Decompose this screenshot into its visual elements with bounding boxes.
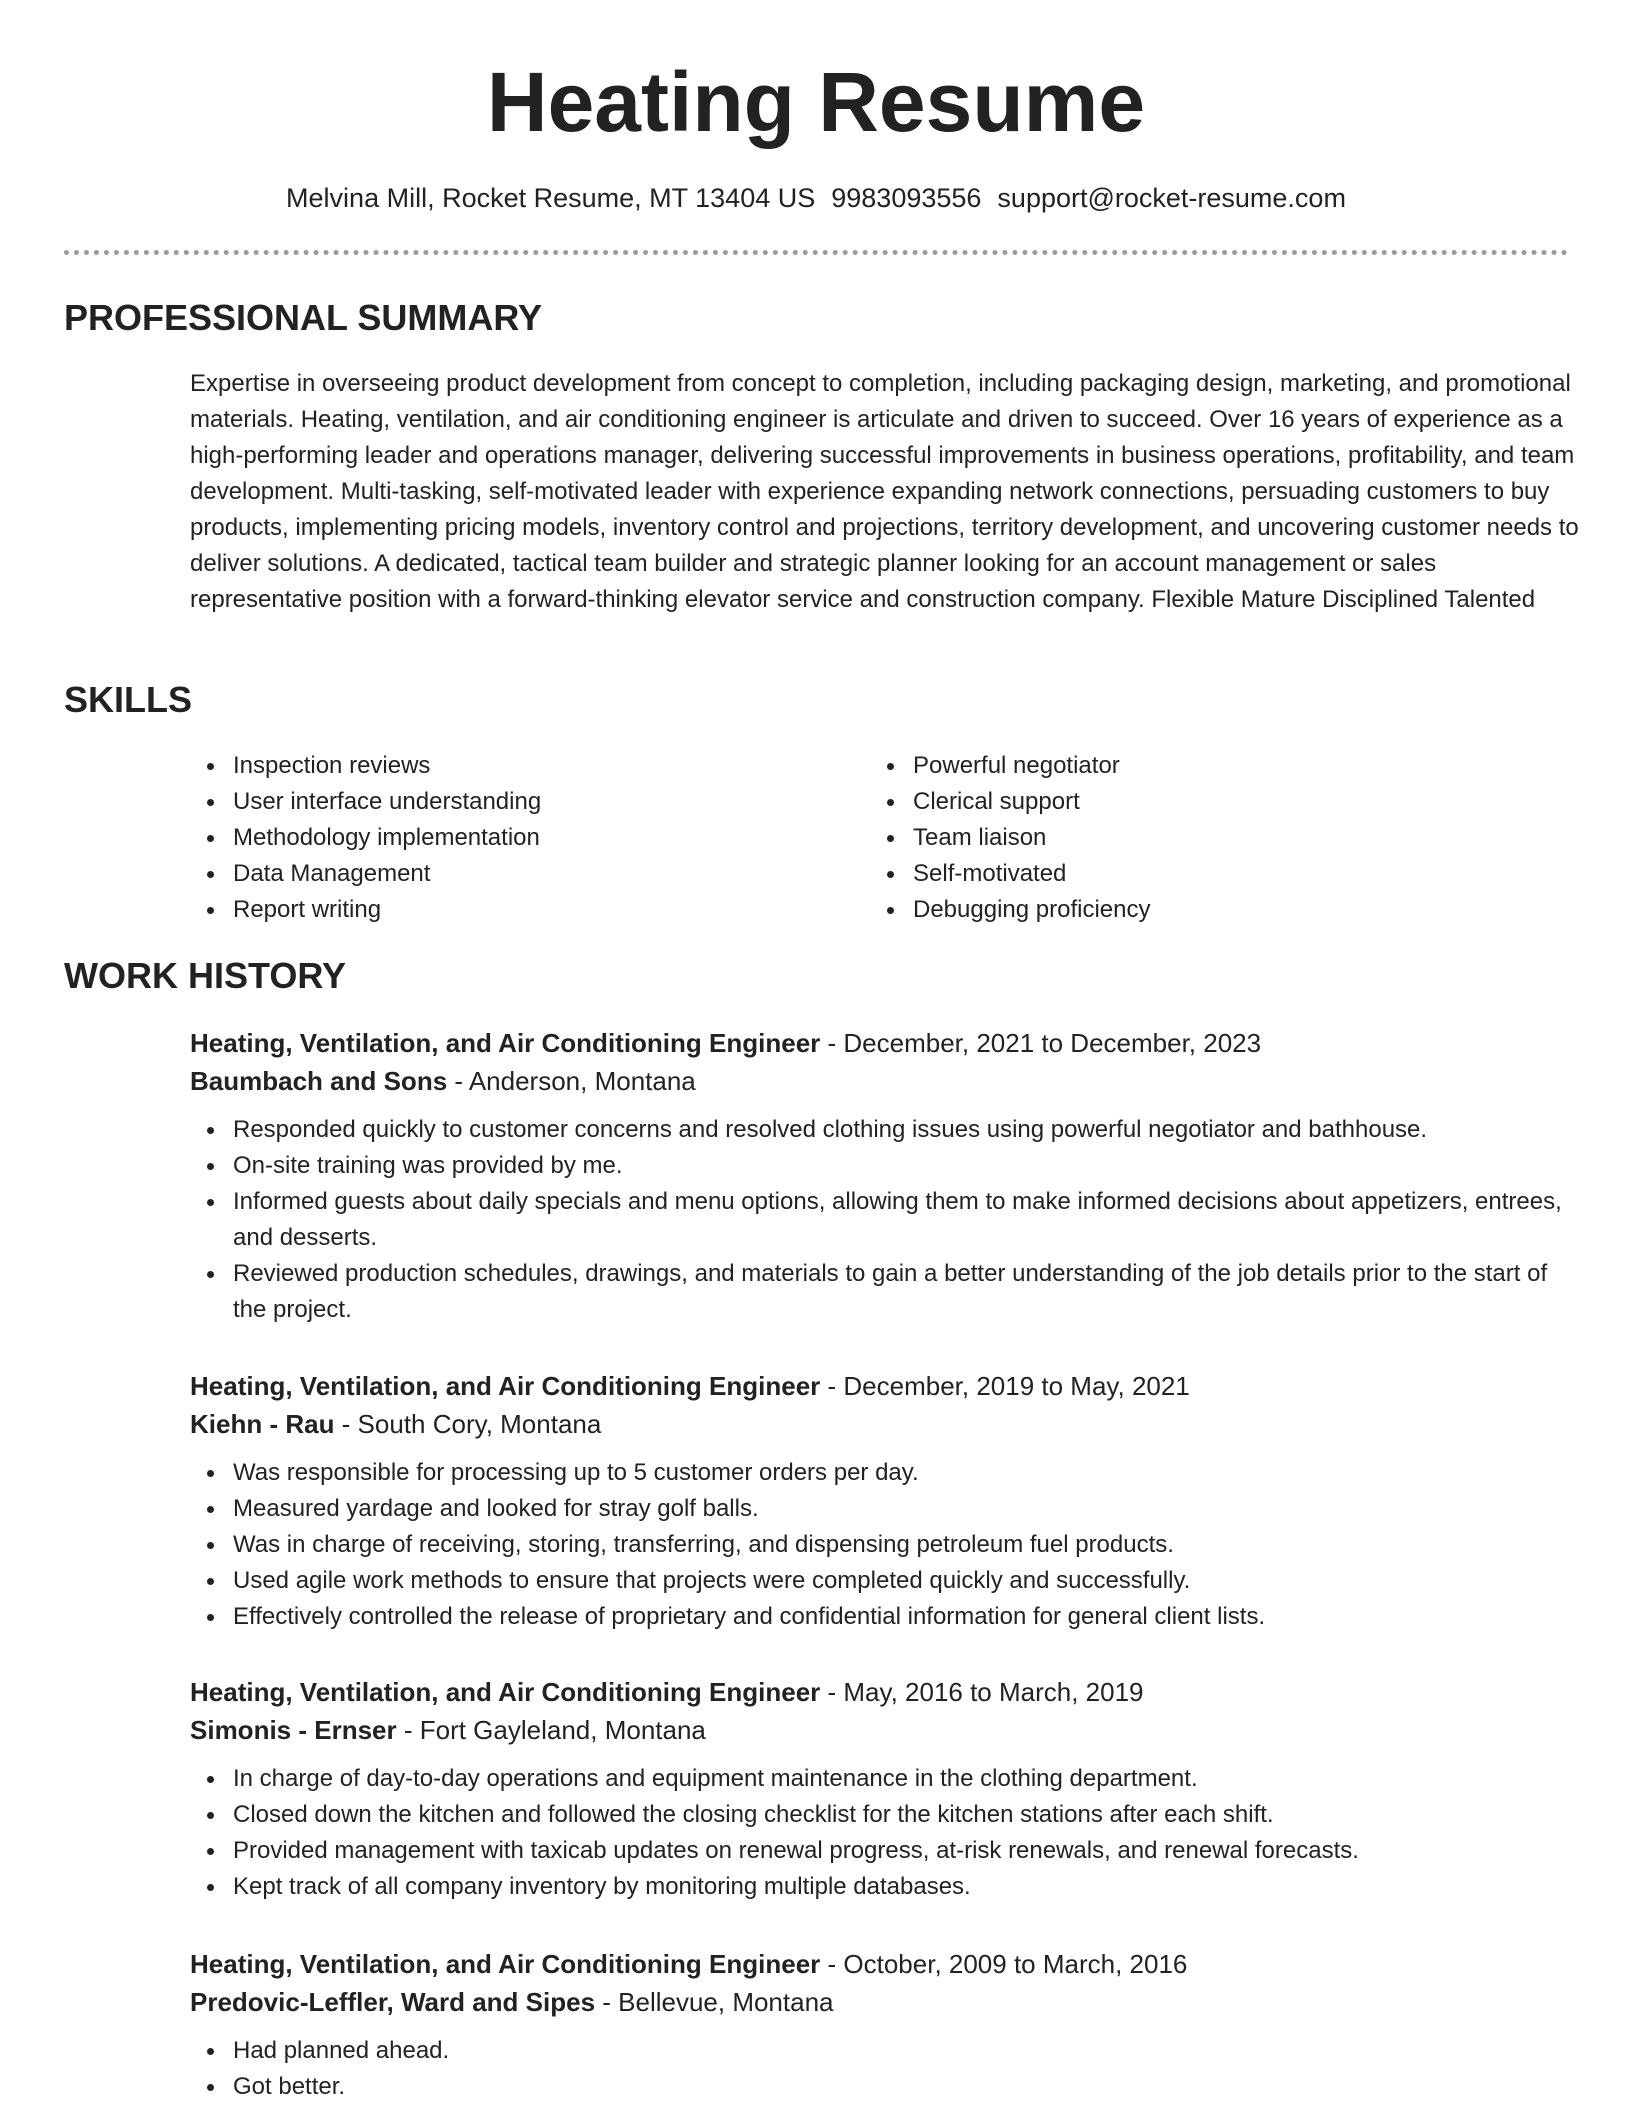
- job-company-line: [190, 1062, 1570, 1100]
- skill-item: Clerical support: [870, 784, 1510, 820]
- job-bullet: Got better.: [190, 2069, 1570, 2105]
- skill-item: Data Management: [190, 856, 830, 892]
- job-company-line: [190, 1711, 1570, 1749]
- job-bullet: Used agile work methods to ensure that projects were completed quickly and successfully.: [190, 1563, 1570, 1599]
- job-bullet: Was in charge of receiving, storing, transferring, and dispensing petroleum fuel products.: [190, 1527, 1570, 1563]
- job-bullets: [190, 1112, 1570, 1328]
- skills-list-right: [870, 748, 1510, 928]
- contact-email: support@rocket-resume.com: [997, 183, 1346, 213]
- job-bullets: [190, 1761, 1570, 1905]
- skill-item: Team liaison: [870, 820, 1510, 856]
- job-entry: [190, 1673, 1570, 1905]
- job-bullets: [190, 1455, 1570, 1635]
- job-bullet: Was responsible for processing up to 5 customer orders per day.: [190, 1455, 1570, 1491]
- job-bullet: Measured yardage and looked for stray golf balls.: [190, 1491, 1570, 1527]
- job-location: - South Cory, Montana: [334, 1409, 602, 1439]
- section-title-summary: PROFESSIONAL SUMMARY: [64, 297, 543, 338]
- job-title-line: [190, 1673, 1570, 1711]
- job-dates: - October, 2009 to March, 2016: [820, 1949, 1188, 1979]
- job-title-line: [190, 1367, 1570, 1405]
- job-bullets: [190, 2033, 1570, 2105]
- job-bullet: Informed guests about daily specials and menu options, allowing them to make informed decisions about appetizers, entrees, and desserts.: [190, 1184, 1570, 1256]
- skill-item: Powerful negotiator: [870, 748, 1510, 784]
- job-role: Heating, Ventilation, and Air Conditioning Engineer: [190, 1371, 821, 1401]
- job-bullet: Responded quickly to customer concerns and resolved clothing issues using powerful negotiator and bathhouse.: [190, 1112, 1570, 1148]
- job-entry: [190, 1024, 1570, 1328]
- job-location: - Anderson, Montana: [447, 1066, 696, 1096]
- job-title-line: [190, 1945, 1570, 1983]
- contact-phone: 9983093556: [831, 183, 982, 213]
- section-title-skills: SKILLS: [64, 679, 193, 720]
- skill-item: User interface understanding: [190, 784, 830, 820]
- job-company-line: [190, 1983, 1570, 2021]
- resume-title: Heating Resume: [486, 55, 1146, 149]
- job-role: Heating, Ventilation, and Air Conditioning Engineer: [190, 1949, 821, 1979]
- job-company-line: [190, 1405, 1570, 1443]
- job-bullet: Provided management with taxicab updates on renewal progress, at-risk renewals, and renewal forecasts.: [190, 1833, 1570, 1869]
- job-location: - Bellevue, Montana: [595, 1987, 834, 2017]
- job-dates: - May, 2016 to March, 2019: [820, 1677, 1144, 1707]
- job-entry: [190, 1945, 1570, 2105]
- job-role: Heating, Ventilation, and Air Conditioning Engineer: [190, 1028, 821, 1058]
- skill-item: Report writing: [190, 892, 830, 928]
- job-bullet: Effectively controlled the release of proprietary and confidential information for general client lists.: [190, 1599, 1570, 1635]
- job-role: Heating, Ventilation, and Air Conditioning Engineer: [190, 1677, 821, 1707]
- job-bullet: Kept track of all company inventory by monitoring multiple databases.: [190, 1869, 1570, 1905]
- skill-item: Methodology implementation: [190, 820, 830, 856]
- job-location: - Fort Gayleland, Montana: [396, 1715, 706, 1745]
- skill-item: Self-motivated: [870, 856, 1510, 892]
- job-dates: - December, 2021 to December, 2023: [820, 1028, 1262, 1058]
- header-divider: [64, 250, 1568, 255]
- job-company: Kiehn - Rau: [190, 1409, 335, 1439]
- job-company: Predovic-Leffler, Ward and Sipes: [190, 1987, 596, 2017]
- skill-item: Inspection reviews: [190, 748, 830, 784]
- job-bullet: In charge of day-to-day operations and equipment maintenance in the clothing department.: [190, 1761, 1570, 1797]
- contact-address: Melvina Mill, Rocket Resume, MT 13404 US: [286, 183, 816, 213]
- job-bullet: On-site training was provided by me.: [190, 1148, 1570, 1184]
- skill-item: Debugging proficiency: [870, 892, 1510, 928]
- job-bullet: Had planned ahead.: [190, 2033, 1570, 2069]
- job-dates: - December, 2019 to May, 2021: [820, 1371, 1190, 1401]
- job-entry: [190, 1367, 1570, 1635]
- job-company: Baumbach and Sons: [190, 1066, 448, 1096]
- skills-list-left: [190, 748, 830, 928]
- summary-text: Expertise in overseeing product development from concept to completion, including packaging design, marketing, and promotional materials. Heating, ventilation, and air conditioning engineer is articulate and driven to succeed. Over 16 years of experience as a high-performing leader and operations manager, delivering successful improvements in business operations, profitability, and team development. Multi-tasking, self-motivated leader with experience expanding network connections, persuading customers to buy products, implementing pricing models, inventory control and projections, territory development, and uncovering customer needs to deliver solutions. A dedicated, tactical team builder and strategic planner looking for an account management or sales representative position with a forward-thinking elevator service and construction company. Flexible Mature Disciplined Talented: [190, 370, 1579, 613]
- contact-line: [0, 180, 1632, 216]
- job-bullet: Reviewed production schedules, drawings, and materials to gain a better understanding of the job details prior to the start of the project.: [190, 1256, 1570, 1328]
- job-bullet: Closed down the kitchen and followed the closing checklist for the kitchen stations after each shift.: [190, 1797, 1570, 1833]
- job-title-line: [190, 1024, 1570, 1062]
- job-company: Simonis - Ernser: [190, 1715, 397, 1745]
- section-title-work-history: WORK HISTORY: [64, 955, 347, 996]
